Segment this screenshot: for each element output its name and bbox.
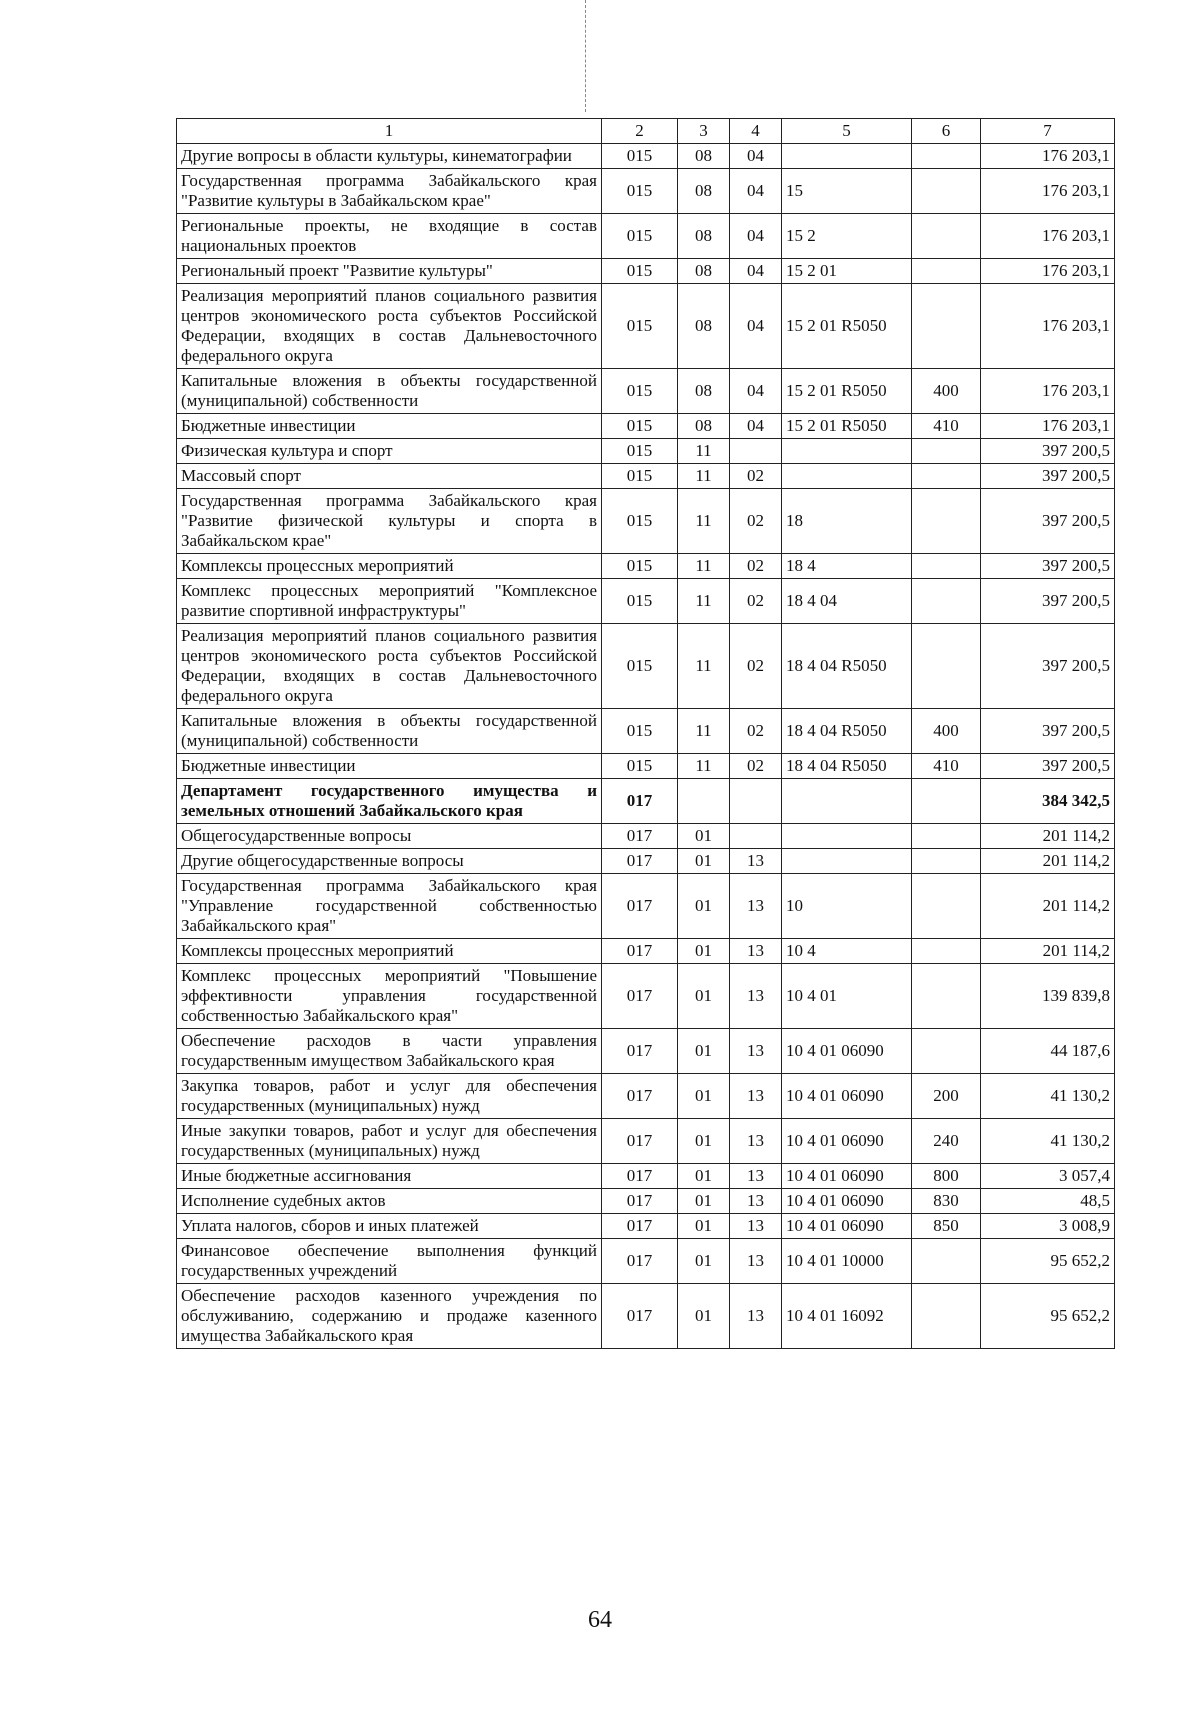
table-row: [177, 284, 1115, 369]
row-subsection-cell: 13: [730, 1119, 782, 1164]
row-amount-cell: 176 203,1: [981, 214, 1115, 259]
row-expense-type-cell: 410: [912, 754, 981, 779]
row-target-code-cell: 18 4 04 R5050: [782, 754, 912, 779]
row-amount-cell: 201 114,2: [981, 874, 1115, 939]
row-subsection-cell: 13: [730, 1029, 782, 1074]
row-subsection-cell: 02: [730, 624, 782, 709]
row-target-code-cell: 10 4 01 06090: [782, 1214, 912, 1239]
row-name-cell: Другие вопросы в области культуры, кинематографии: [177, 144, 602, 169]
row-target-code-cell: 10 4: [782, 939, 912, 964]
table-row: [177, 754, 1115, 779]
row-target-code-cell: 10: [782, 874, 912, 939]
row-expense-type-cell: 200: [912, 1074, 981, 1119]
row-name-cell: Государственная программа Забайкальского края "Управление государственной собственностью Забайкальского края": [177, 874, 602, 939]
row-expense-type-cell: [912, 464, 981, 489]
row-expense-type-cell: [912, 284, 981, 369]
row-expense-type-cell: [912, 849, 981, 874]
row-section-cell: 01: [678, 939, 730, 964]
row-section-cell: 01: [678, 824, 730, 849]
row-amount-cell: 201 114,2: [981, 824, 1115, 849]
row-subsection-cell: 13: [730, 1239, 782, 1284]
row-admin-code-cell: 017: [602, 1214, 678, 1239]
row-admin-code-cell: 017: [602, 939, 678, 964]
row-expense-type-cell: [912, 939, 981, 964]
row-subsection-cell: [730, 824, 782, 849]
row-name-cell: Реализация мероприятий планов социального развития центров экономического роста субъектов Российской Федерации, входящих в состав Дальневосточного федерального округа: [177, 284, 602, 369]
row-amount-cell: 397 200,5: [981, 464, 1115, 489]
row-name-cell: Капитальные вложения в объекты государственной (муниципальной) собственности: [177, 709, 602, 754]
row-section-cell: 08: [678, 259, 730, 284]
row-section-cell: 01: [678, 1029, 730, 1074]
row-subsection-cell: 13: [730, 1284, 782, 1349]
row-admin-code-cell: 017: [602, 849, 678, 874]
row-section-cell: 11: [678, 579, 730, 624]
table-header-row: [177, 119, 1115, 144]
row-expense-type-cell: [912, 874, 981, 939]
row-amount-cell: 201 114,2: [981, 849, 1115, 874]
row-expense-type-cell: [912, 259, 981, 284]
table-row: [177, 1119, 1115, 1164]
row-section-cell: [678, 779, 730, 824]
row-amount-cell: 397 200,5: [981, 709, 1115, 754]
row-target-code-cell: 10 4 01 06090: [782, 1119, 912, 1164]
row-amount-cell: 176 203,1: [981, 414, 1115, 439]
row-admin-code-cell: 015: [602, 214, 678, 259]
row-target-code-cell: 18: [782, 489, 912, 554]
row-subsection-cell: 13: [730, 1164, 782, 1189]
row-subsection-cell: 04: [730, 169, 782, 214]
row-expense-type-cell: [912, 1239, 981, 1284]
row-subsection-cell: 04: [730, 369, 782, 414]
column-header: 6: [912, 119, 981, 144]
table-row: [177, 939, 1115, 964]
row-name-cell: Бюджетные инвестиции: [177, 414, 602, 439]
row-subsection-cell: 04: [730, 414, 782, 439]
row-section-cell: 11: [678, 754, 730, 779]
row-section-cell: 01: [678, 1164, 730, 1189]
row-section-cell: 11: [678, 439, 730, 464]
row-name-cell: Комплекс процессных мероприятий "Повышение эффективности управления государственной собственностью Забайкальского края": [177, 964, 602, 1029]
row-subsection-cell: 04: [730, 144, 782, 169]
row-expense-type-cell: 240: [912, 1119, 981, 1164]
row-expense-type-cell: [912, 554, 981, 579]
row-name-cell: Обеспечение расходов в части управления государственным имуществом Забайкальского края: [177, 1029, 602, 1074]
table-row: [177, 824, 1115, 849]
row-expense-type-cell: [912, 144, 981, 169]
row-target-code-cell: 18 4: [782, 554, 912, 579]
row-admin-code-cell: 015: [602, 144, 678, 169]
row-amount-cell: 41 130,2: [981, 1119, 1115, 1164]
row-amount-cell: 3 057,4: [981, 1164, 1115, 1189]
table-row: [177, 709, 1115, 754]
row-expense-type-cell: [912, 489, 981, 554]
row-admin-code-cell: 015: [602, 624, 678, 709]
row-amount-cell: 397 200,5: [981, 754, 1115, 779]
row-section-cell: 08: [678, 414, 730, 439]
column-header: 2: [602, 119, 678, 144]
row-name-cell: Региональный проект "Развитие культуры": [177, 259, 602, 284]
table-row: [177, 1164, 1115, 1189]
row-admin-code-cell: 017: [602, 779, 678, 824]
row-expense-type-cell: [912, 439, 981, 464]
row-target-code-cell: 10 4 01 10000: [782, 1239, 912, 1284]
table-row: [177, 259, 1115, 284]
row-subsection-cell: 02: [730, 554, 782, 579]
row-target-code-cell: 10 4 01: [782, 964, 912, 1029]
row-target-code-cell: 10 4 01 06090: [782, 1074, 912, 1119]
row-amount-cell: 44 187,6: [981, 1029, 1115, 1074]
row-target-code-cell: 15 2 01: [782, 259, 912, 284]
row-subsection-cell: [730, 439, 782, 464]
row-section-cell: 01: [678, 1214, 730, 1239]
row-amount-cell: 384 342,5: [981, 779, 1115, 824]
row-section-cell: 01: [678, 1074, 730, 1119]
row-admin-code-cell: 015: [602, 554, 678, 579]
row-section-cell: 01: [678, 964, 730, 1029]
row-target-code-cell: 15 2 01 R5050: [782, 414, 912, 439]
row-target-code-cell: 15 2 01 R5050: [782, 369, 912, 414]
table-row: [177, 439, 1115, 464]
row-target-code-cell: 10 4 01 16092: [782, 1284, 912, 1349]
row-subsection-cell: 02: [730, 579, 782, 624]
row-name-cell: Департамент государственного имущества и земельных отношений Забайкальского края: [177, 779, 602, 824]
row-section-cell: 08: [678, 369, 730, 414]
row-expense-type-cell: [912, 1029, 981, 1074]
table-row: [177, 1074, 1115, 1119]
row-name-cell: Государственная программа Забайкальского края "Развитие культуры в Забайкальском крае": [177, 169, 602, 214]
row-subsection-cell: 04: [730, 259, 782, 284]
row-name-cell: Иные закупки товаров, работ и услуг для обеспечения государственных (муниципальных) нужд: [177, 1119, 602, 1164]
table-row: [177, 464, 1115, 489]
table-row: [177, 144, 1115, 169]
row-target-code-cell: 10 4 01 06090: [782, 1029, 912, 1074]
row-name-cell: Государственная программа Забайкальского края "Развитие физической культуры и спорта в Забайкальском крае": [177, 489, 602, 554]
row-amount-cell: 397 200,5: [981, 489, 1115, 554]
row-name-cell: Реализация мероприятий планов социального развития центров экономического роста субъектов Российской Федерации, входящих в состав Дальневосточного федерального округа: [177, 624, 602, 709]
row-target-code-cell: [782, 464, 912, 489]
row-expense-type-cell: [912, 169, 981, 214]
table-row: [177, 1029, 1115, 1074]
row-name-cell: Общегосударственные вопросы: [177, 824, 602, 849]
column-header: 1: [177, 119, 602, 144]
row-name-cell: Финансовое обеспечение выполнения функций государственных учреждений: [177, 1239, 602, 1284]
row-name-cell: Уплата налогов, сборов и иных платежей: [177, 1214, 602, 1239]
table-body: [177, 144, 1115, 1349]
row-expense-type-cell: 410: [912, 414, 981, 439]
row-section-cell: 01: [678, 1239, 730, 1284]
row-amount-cell: 95 652,2: [981, 1284, 1115, 1349]
row-admin-code-cell: 015: [602, 464, 678, 489]
column-header: 4: [730, 119, 782, 144]
row-section-cell: 01: [678, 1119, 730, 1164]
row-admin-code-cell: 017: [602, 1164, 678, 1189]
row-admin-code-cell: 015: [602, 439, 678, 464]
row-expense-type-cell: 830: [912, 1189, 981, 1214]
row-admin-code-cell: 017: [602, 1029, 678, 1074]
row-amount-cell: 139 839,8: [981, 964, 1115, 1029]
row-amount-cell: 397 200,5: [981, 579, 1115, 624]
row-name-cell: Физическая культура и спорт: [177, 439, 602, 464]
row-target-code-cell: [782, 779, 912, 824]
column-header: 7: [981, 119, 1115, 144]
row-name-cell: Иные бюджетные ассигнования: [177, 1164, 602, 1189]
row-admin-code-cell: 015: [602, 284, 678, 369]
row-expense-type-cell: [912, 214, 981, 259]
row-name-cell: Другие общегосударственные вопросы: [177, 849, 602, 874]
row-subsection-cell: 13: [730, 849, 782, 874]
row-name-cell: Закупка товаров, работ и услуг для обеспечения государственных (муниципальных) нужд: [177, 1074, 602, 1119]
budget-table: [176, 118, 1115, 1349]
row-admin-code-cell: 015: [602, 489, 678, 554]
table-row: [177, 554, 1115, 579]
scan-fold-mark: [585, 0, 586, 112]
row-expense-type-cell: [912, 779, 981, 824]
table-row: [177, 1189, 1115, 1214]
table-row: [177, 779, 1115, 824]
row-admin-code-cell: 015: [602, 369, 678, 414]
row-target-code-cell: 18 4 04 R5050: [782, 709, 912, 754]
row-name-cell: Комплекс процессных мероприятий "Комплексное развитие спортивной инфраструктуры": [177, 579, 602, 624]
row-subsection-cell: 13: [730, 1074, 782, 1119]
table-row: [177, 849, 1115, 874]
row-subsection-cell: 02: [730, 489, 782, 554]
row-expense-type-cell: 800: [912, 1164, 981, 1189]
table-row: [177, 579, 1115, 624]
table-row: [177, 414, 1115, 439]
row-name-cell: Исполнение судебных актов: [177, 1189, 602, 1214]
row-target-code-cell: [782, 144, 912, 169]
row-section-cell: 08: [678, 214, 730, 259]
row-expense-type-cell: 400: [912, 709, 981, 754]
row-section-cell: 11: [678, 554, 730, 579]
row-admin-code-cell: 017: [602, 1074, 678, 1119]
row-name-cell: Обеспечение расходов казенного учреждения по обслуживанию, содержанию и продаже казенного имущества Забайкальского края: [177, 1284, 602, 1349]
row-admin-code-cell: 015: [602, 579, 678, 624]
row-admin-code-cell: 017: [602, 1239, 678, 1284]
row-subsection-cell: [730, 779, 782, 824]
row-subsection-cell: 13: [730, 874, 782, 939]
row-subsection-cell: 02: [730, 464, 782, 489]
row-subsection-cell: 13: [730, 1214, 782, 1239]
row-section-cell: 08: [678, 284, 730, 369]
table-row: [177, 1214, 1115, 1239]
row-target-code-cell: [782, 849, 912, 874]
row-admin-code-cell: 017: [602, 1284, 678, 1349]
row-amount-cell: 176 203,1: [981, 169, 1115, 214]
row-name-cell: Массовый спорт: [177, 464, 602, 489]
row-subsection-cell: 13: [730, 939, 782, 964]
row-name-cell: Комплексы процессных мероприятий: [177, 939, 602, 964]
table-row: [177, 624, 1115, 709]
page-number: 64: [588, 1607, 612, 1633]
row-admin-code-cell: 015: [602, 414, 678, 439]
row-admin-code-cell: 017: [602, 1119, 678, 1164]
row-target-code-cell: 15: [782, 169, 912, 214]
row-section-cell: 08: [678, 144, 730, 169]
table-row: [177, 964, 1115, 1029]
column-header: 3: [678, 119, 730, 144]
row-section-cell: 01: [678, 1284, 730, 1349]
row-amount-cell: 201 114,2: [981, 939, 1115, 964]
row-admin-code-cell: 017: [602, 964, 678, 1029]
row-target-code-cell: 15 2 01 R5050: [782, 284, 912, 369]
row-amount-cell: 397 200,5: [981, 439, 1115, 464]
row-amount-cell: 176 203,1: [981, 259, 1115, 284]
table-row: [177, 169, 1115, 214]
row-target-code-cell: 18 4 04: [782, 579, 912, 624]
row-target-code-cell: [782, 824, 912, 849]
row-name-cell: Бюджетные инвестиции: [177, 754, 602, 779]
row-subsection-cell: 13: [730, 1189, 782, 1214]
row-amount-cell: 397 200,5: [981, 624, 1115, 709]
row-amount-cell: 176 203,1: [981, 144, 1115, 169]
row-section-cell: 11: [678, 489, 730, 554]
row-section-cell: 01: [678, 874, 730, 939]
row-target-code-cell: [782, 439, 912, 464]
column-header: 5: [782, 119, 912, 144]
row-section-cell: 01: [678, 1189, 730, 1214]
row-admin-code-cell: 015: [602, 754, 678, 779]
table-row: [177, 874, 1115, 939]
row-section-cell: 11: [678, 464, 730, 489]
row-target-code-cell: 10 4 01 06090: [782, 1164, 912, 1189]
row-admin-code-cell: 015: [602, 259, 678, 284]
row-section-cell: 08: [678, 169, 730, 214]
row-subsection-cell: 02: [730, 754, 782, 779]
row-subsection-cell: 13: [730, 964, 782, 1029]
row-expense-type-cell: [912, 964, 981, 1029]
row-admin-code-cell: 015: [602, 709, 678, 754]
row-section-cell: 11: [678, 709, 730, 754]
row-section-cell: 11: [678, 624, 730, 709]
row-admin-code-cell: 017: [602, 1189, 678, 1214]
row-amount-cell: 41 130,2: [981, 1074, 1115, 1119]
table-row: [177, 1284, 1115, 1349]
row-expense-type-cell: 850: [912, 1214, 981, 1239]
row-subsection-cell: 04: [730, 284, 782, 369]
row-amount-cell: 48,5: [981, 1189, 1115, 1214]
row-expense-type-cell: [912, 624, 981, 709]
row-admin-code-cell: 017: [602, 874, 678, 939]
row-target-code-cell: 18 4 04 R5050: [782, 624, 912, 709]
table-row: [177, 214, 1115, 259]
row-expense-type-cell: [912, 824, 981, 849]
row-name-cell: Капитальные вложения в объекты государственной (муниципальной) собственности: [177, 369, 602, 414]
table-row: [177, 369, 1115, 414]
row-amount-cell: 176 203,1: [981, 284, 1115, 369]
row-admin-code-cell: 017: [602, 824, 678, 849]
table-row: [177, 489, 1115, 554]
row-amount-cell: 397 200,5: [981, 554, 1115, 579]
row-expense-type-cell: 400: [912, 369, 981, 414]
row-section-cell: 01: [678, 849, 730, 874]
row-amount-cell: 3 008,9: [981, 1214, 1115, 1239]
row-expense-type-cell: [912, 579, 981, 624]
row-amount-cell: 95 652,2: [981, 1239, 1115, 1284]
row-name-cell: Региональные проекты, не входящие в состав национальных проектов: [177, 214, 602, 259]
row-subsection-cell: 02: [730, 709, 782, 754]
row-target-code-cell: 10 4 01 06090: [782, 1189, 912, 1214]
row-name-cell: Комплексы процессных мероприятий: [177, 554, 602, 579]
row-amount-cell: 176 203,1: [981, 369, 1115, 414]
table-row: [177, 1239, 1115, 1284]
row-target-code-cell: 15 2: [782, 214, 912, 259]
row-admin-code-cell: 015: [602, 169, 678, 214]
row-expense-type-cell: [912, 1284, 981, 1349]
row-subsection-cell: 04: [730, 214, 782, 259]
